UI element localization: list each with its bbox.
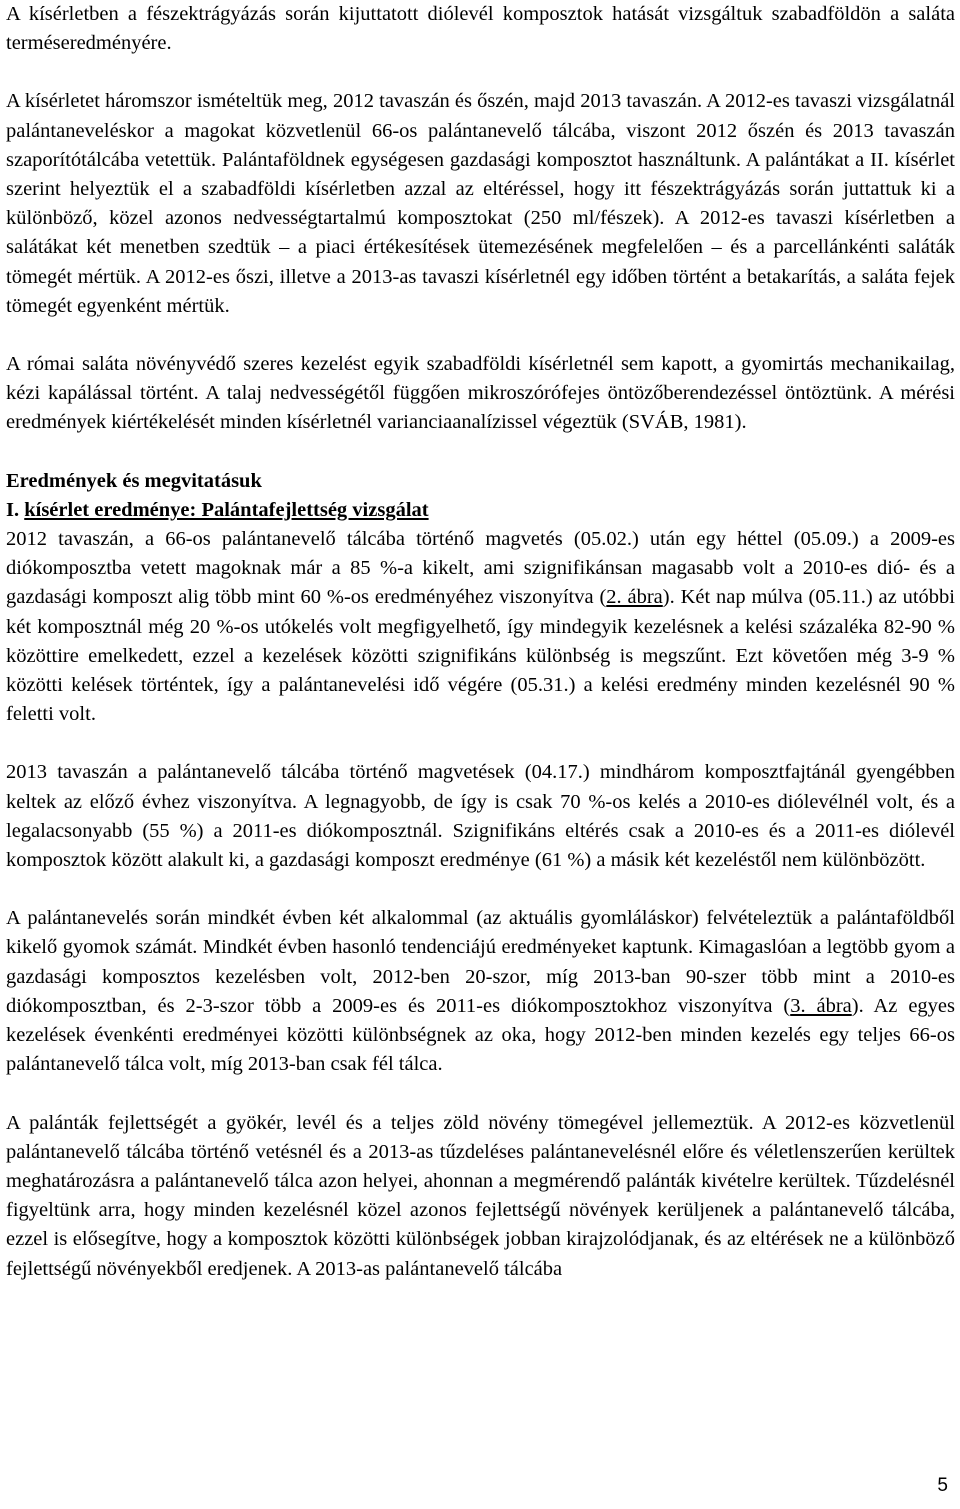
subsection-heading-number: I. bbox=[6, 498, 25, 521]
paragraph-methods: A kísérletet háromszor ismételtük meg, 2012 tavaszán és őszén, majd 2013 tavaszán. A 2012-es tavaszi vizsgálatnál palántaneveléskor a magokat közvetlenül 66-os palántanevelő tálcába, viszont 2012 őszén és 2013 tavaszán szaporítótálcába vetettük. Palántaföldnek egységesen gazdasági komposztot használtunk. A palántákat a II. kísérlet szerint helyeztük el a szabadföldi kísérletben azzal az eltéréssel, hogy itt fészektrágyázás során juttattuk ki a különböző, közel azonos nedvességtartalmú komposztokat (250 ml/fészek). A 2012-es tavaszi kísérletben a salátákat két menetben szedtük – a piaci értékesítések ütemezésének megfelelően – és a parcellánkénti saláták tömegét mértük. A 2012-es őszi, illetve a 2013-as tavaszi kísérletnél egy időben történt a betakarítás, a saláta fejek tömegét egyenként mértük. bbox=[6, 90, 955, 317]
figure-3-link[interactable]: 3. ábra bbox=[790, 994, 852, 1017]
paragraph-text: A palántanevelés során mindkét évben két alkalommal (az aktuális gyomláláskor) felvételeztük a palántaföldből kikelő gyomok számát. Mindkét évben hasonló tendenciájú eredményeket kaptunk. Kimagaslóan a legtöbb gyom a gazdasági komposztos kezelésben volt, 2012-ben 20-szor, míg 2013-ban 90-szer több mint a 2010-es diókomposztban, és 2-3-szor több a 2009-es és 2011-es diókomposztokhoz viszonyítva ( bbox=[6, 907, 955, 1017]
paragraph-results-2012 bbox=[6, 525, 955, 729]
paragraph-text: 2012 tavaszán, a 66-os palántanevelő tálcába történő magvetés (05.02.) után egy héttel (05.09.) a 2009-es diókomposztba vetett magoknak már a 85 %-a kikelt, ami szignifikánsan magasabb volt a 2010-es dió- és a gazdasági komposzt alig több mint 60 %-os eredményéhez viszonyítva ( bbox=[6, 528, 955, 609]
subsection-heading bbox=[6, 496, 955, 525]
figure-2-link[interactable]: 2. ábra bbox=[606, 586, 663, 609]
paragraph-development: A palánták fejlettségét a gyökér, levél és a teljes zöld növény tömegével jellemeztük. A 2012-es közvetlenül palántanevelő tálcába történő vetésnél és a 2013-as tűzdeléses palántanevelésnél előre és véletlenszerűen kerültek meghatározásra a palántanevelő tálca azon helyei, ahonnan a megmérendő palánták kivételre kerültek. Tűzdelésnél figyeltünk arra, hogy minden kezelésnél közel azonos fejlettségű növények kerüljenek a palántanevelő tálcába, ezzel is elősegítve, hogy a komposztok közötti különbségek jobban kirajzolódjanak, és az eltérések ne a különböző fejlettségű növényekből eredjenek. A 2013-as palántanevelő tálcába bbox=[6, 1111, 955, 1280]
paragraph-weeds bbox=[6, 904, 955, 1079]
subsection-heading-title: kísérlet eredménye: Palántafejlettség vizsgálat bbox=[24, 498, 429, 521]
paragraph-protection: A római saláta növényvédő szeres kezelést egyik szabadföldi kísérletnél sem kapott, a gyomirtás mechanikailag, kézi kapálással történt. A talaj nedvességétől függően mikroszórófejes öntözőberendezéssel öntöztünk. A mérési eredmények kiértékelését minden kísérletnél varianciaanalízissel végeztük (SVÁB, 1981). bbox=[6, 353, 955, 434]
section-heading: Eredmények és megvitatásuk bbox=[6, 469, 262, 492]
paragraph-text: ). Két nap múlva (05.11.) az utóbbi két komposztnál még 20 %-os utókelés volt megfigyelhető, így mindegyik kezelésnek a kelési százaléka 82-90 % közöttire emelkedett, ezzel a kezelések közötti szignifikáns különbség is megszűnt. Ezt követően még 3-9 % közötti kelések történtek, így a palántanevelési idő végére (05.31.) a kelési eredmény minden kezelésnél 90 % feletti volt. bbox=[6, 586, 955, 726]
page-number: 5 bbox=[937, 1475, 948, 1496]
paragraph-intro: A kísérletben a fészektrágyázás során kijuttatott diólevél komposztok hatását vizsgáltuk szabadföldön a saláta terméseredményére. bbox=[6, 3, 955, 55]
paragraph-text: ). Az egyes kezelések évenkénti eredményei közötti különbségnek az oka, hogy 2012-ben minden kezelés egy teljes 66-os palántanevelő tálca volt, míg 2013-ban csak fél tálca. bbox=[6, 994, 955, 1076]
paragraph-results-2013: 2013 tavaszán a palántanevelő tálcába történő magvetések (04.17.) mindhárom komposztfajtánál gyengébben keltek az előző évhez viszonyítva. A legnagyobb, de így is csak 70 %-os kelés a 2010-es diólevélnél volt, és a legalacsonyabb (55 %) a 2011-es diókomposztnál. Szignifikáns eltérés csak a 2010-es és a 2011-es diólevél komposztok között alakult ki, a gazdasági komposzt eredménye (61 %) a másik két kezeléstől nem különbözött. bbox=[6, 761, 955, 872]
body-text bbox=[6, 0, 955, 1284]
